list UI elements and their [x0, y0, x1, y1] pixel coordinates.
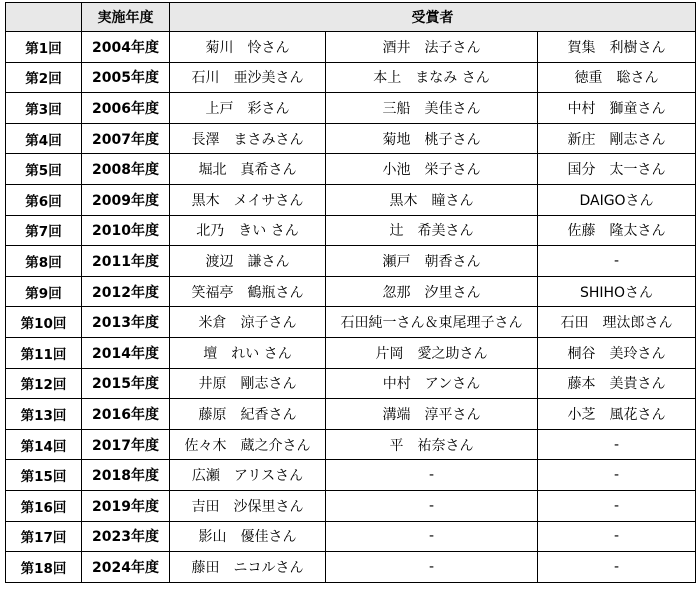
winner-2-cell: 三船 美佳さん	[326, 93, 538, 124]
round-cell: 第6回	[6, 184, 82, 215]
winner-3-cell: 藤本 美貴さん	[538, 368, 696, 399]
winner-3-cell: -	[538, 429, 696, 460]
winner-2-cell: 黒木 瞳さん	[326, 184, 538, 215]
round-cell: 第12回	[6, 368, 82, 399]
year-cell: 2010年度	[82, 215, 170, 246]
round-cell: 第11回	[6, 337, 82, 368]
winner-3-cell: 小芝 風花さん	[538, 399, 696, 430]
winner-3-cell: 賀集 利樹さん	[538, 32, 696, 63]
winner-1-cell: 広瀬 アリスさん	[170, 460, 326, 491]
year-cell: 2016年度	[82, 399, 170, 430]
table-row	[6, 276, 696, 307]
year-cell: 2017年度	[82, 429, 170, 460]
award-winners-table	[5, 2, 696, 583]
round-cell: 第9回	[6, 276, 82, 307]
winner-2-cell: 菊地 桃子さん	[326, 123, 538, 154]
winner-3-cell: 桐谷 美玲さん	[538, 337, 696, 368]
winner-3-cell: 中村 獅童さん	[538, 93, 696, 124]
year-cell: 2023年度	[82, 521, 170, 552]
table-row	[6, 490, 696, 521]
winner-3-cell: 新庄 剛志さん	[538, 123, 696, 154]
round-cell: 第1回	[6, 32, 82, 63]
year-cell: 2014年度	[82, 337, 170, 368]
header-year: 実施年度	[82, 3, 170, 32]
year-cell: 2015年度	[82, 368, 170, 399]
table-row	[6, 154, 696, 185]
winner-2-cell: 石田純一さん＆東尾理子さん	[326, 307, 538, 338]
round-cell: 第3回	[6, 93, 82, 124]
winner-2-cell: 小池 栄子さん	[326, 154, 538, 185]
winner-2-cell: 本上 まなみ さん	[326, 62, 538, 93]
round-cell: 第16回	[6, 490, 82, 521]
winner-1-cell: 藤田 ニコルさん	[170, 552, 326, 583]
winner-1-cell: 上戸 彩さん	[170, 93, 326, 124]
winner-2-cell: 中村 アンさん	[326, 368, 538, 399]
table-row	[6, 460, 696, 491]
year-cell: 2024年度	[82, 552, 170, 583]
winner-3-cell: -	[538, 490, 696, 521]
table-row	[6, 521, 696, 552]
table-row	[6, 32, 696, 63]
year-cell: 2008年度	[82, 154, 170, 185]
winner-1-cell: 佐々木 蔵之介さん	[170, 429, 326, 460]
winner-3-cell: -	[538, 246, 696, 277]
winner-3-cell: -	[538, 521, 696, 552]
winner-2-cell: 溝端 淳平さん	[326, 399, 538, 430]
winner-1-cell: 笑福亭 鶴瓶さん	[170, 276, 326, 307]
year-cell: 2013年度	[82, 307, 170, 338]
winner-1-cell: 堀北 真希さん	[170, 154, 326, 185]
year-cell: 2018年度	[82, 460, 170, 491]
round-cell: 第15回	[6, 460, 82, 491]
winner-2-cell: 瀬戸 朝香さん	[326, 246, 538, 277]
table-row	[6, 307, 696, 338]
header-round	[6, 3, 82, 32]
year-cell: 2005年度	[82, 62, 170, 93]
round-cell: 第13回	[6, 399, 82, 430]
winner-1-cell: 長澤 まさみさん	[170, 123, 326, 154]
table-row	[6, 93, 696, 124]
winner-3-cell: 国分 太一さん	[538, 154, 696, 185]
table-row	[6, 62, 696, 93]
winner-3-cell: 佐藤 隆太さん	[538, 215, 696, 246]
round-cell: 第5回	[6, 154, 82, 185]
winner-2-cell: 酒井 法子さん	[326, 32, 538, 63]
year-cell: 2012年度	[82, 276, 170, 307]
year-cell: 2009年度	[82, 184, 170, 215]
winner-1-cell: 井原 剛志さん	[170, 368, 326, 399]
year-cell: 2019年度	[82, 490, 170, 521]
winner-1-cell: 吉田 沙保里さん	[170, 490, 326, 521]
winner-2-cell: 忽那 汐里さん	[326, 276, 538, 307]
header-row	[6, 3, 696, 32]
winner-2-cell: 平 祐奈さん	[326, 429, 538, 460]
round-cell: 第8回	[6, 246, 82, 277]
table-row	[6, 123, 696, 154]
round-cell: 第4回	[6, 123, 82, 154]
table-row	[6, 368, 696, 399]
winner-3-cell: -	[538, 552, 696, 583]
winner-2-cell: -	[326, 460, 538, 491]
round-cell: 第14回	[6, 429, 82, 460]
winner-1-cell: 影山 優佳さん	[170, 521, 326, 552]
winner-1-cell: 石川 亜沙美さん	[170, 62, 326, 93]
winner-1-cell: 壇 れい さん	[170, 337, 326, 368]
winner-1-cell: 菊川 怜さん	[170, 32, 326, 63]
winner-1-cell: 藤原 紀香さん	[170, 399, 326, 430]
winner-1-cell: 北乃 きい さん	[170, 215, 326, 246]
winner-1-cell: 渡辺 謙さん	[170, 246, 326, 277]
winner-2-cell: 片岡 愛之助さん	[326, 337, 538, 368]
round-cell: 第10回	[6, 307, 82, 338]
table-row	[6, 337, 696, 368]
winner-3-cell: DAIGOさん	[538, 184, 696, 215]
table-row	[6, 215, 696, 246]
winner-1-cell: 米倉 涼子さん	[170, 307, 326, 338]
winner-3-cell: SHIHOさん	[538, 276, 696, 307]
round-cell: 第7回	[6, 215, 82, 246]
table-row	[6, 184, 696, 215]
table-body	[6, 32, 696, 583]
year-cell: 2011年度	[82, 246, 170, 277]
year-cell: 2006年度	[82, 93, 170, 124]
year-cell: 2007年度	[82, 123, 170, 154]
header-winners: 受賞者	[170, 3, 696, 32]
table-row	[6, 429, 696, 460]
winner-2-cell: -	[326, 521, 538, 552]
round-cell: 第18回	[6, 552, 82, 583]
winner-1-cell: 黒木 メイサさん	[170, 184, 326, 215]
table-row	[6, 246, 696, 277]
table-row	[6, 552, 696, 583]
table-row	[6, 399, 696, 430]
round-cell: 第17回	[6, 521, 82, 552]
winner-2-cell: 辻 希美さん	[326, 215, 538, 246]
winner-3-cell: 石田 理汰郎さん	[538, 307, 696, 338]
year-cell: 2004年度	[82, 32, 170, 63]
winner-3-cell: 徳重 聡さん	[538, 62, 696, 93]
round-cell: 第2回	[6, 62, 82, 93]
winner-2-cell: -	[326, 552, 538, 583]
winner-2-cell: -	[326, 490, 538, 521]
winner-3-cell: -	[538, 460, 696, 491]
